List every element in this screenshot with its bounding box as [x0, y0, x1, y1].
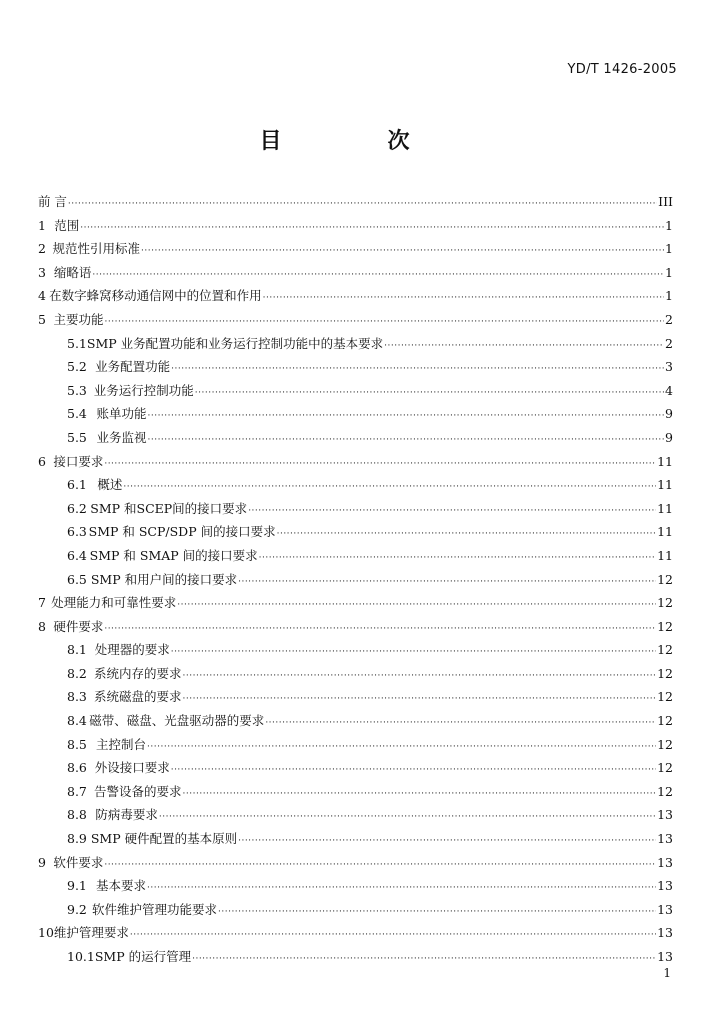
- toc-entry[interactable]: [38, 520, 673, 544]
- toc-entry-label: 业务配置功能: [95, 359, 171, 375]
- toc-entry-label: 接口要求: [53, 453, 104, 469]
- toc-entry[interactable]: [38, 827, 673, 851]
- toc-entry[interactable]: [38, 214, 673, 238]
- toc-entry-page: 12: [657, 665, 673, 681]
- toc-entry-number: 6.5: [67, 571, 87, 587]
- toc-leader-dots: [130, 924, 656, 948]
- toc-leader-dots: [104, 453, 656, 477]
- toc-entry-number: 8.7: [67, 783, 87, 799]
- toc-entry-page: 1: [665, 217, 673, 233]
- toc-leader-dots: [171, 641, 656, 665]
- toc-entry-number: 2: [38, 241, 46, 257]
- toc-entry[interactable]: [38, 284, 673, 308]
- toc-entry[interactable]: [38, 237, 673, 261]
- toc-entry-label: SMP 和 SMAP 间的接口要求: [89, 547, 258, 563]
- toc-entry-number: 5: [38, 311, 46, 327]
- toc-entry-number: 6.1: [67, 477, 87, 493]
- toc-leader-dots: [192, 948, 656, 972]
- toc-entry-number: 9.1: [67, 878, 87, 894]
- toc-entry[interactable]: [38, 544, 673, 568]
- toc-entry[interactable]: [38, 733, 673, 757]
- toc-entry-number: 8.5: [67, 736, 87, 752]
- toc-entry[interactable]: [38, 685, 673, 709]
- toc-leader-dots: [147, 736, 656, 760]
- toc-entry-page: III: [658, 194, 673, 209]
- toc-leader-dots: [195, 382, 664, 406]
- toc-entry-page: 2: [665, 311, 673, 327]
- table-of-contents: [38, 190, 673, 969]
- toc-entry-number: 6.4: [67, 547, 87, 563]
- toc-entry-page: 12: [657, 713, 673, 729]
- toc-entry-page: 9: [665, 429, 673, 445]
- toc-entry-number: 4: [38, 288, 46, 304]
- toc-entry-label: 处理能力和可靠性要求: [51, 595, 177, 611]
- toc-leader-dots: [147, 429, 664, 453]
- toc-leader-dots: [183, 783, 657, 807]
- toc-entry-number: 5.2: [67, 359, 87, 375]
- toc-entry-page: 2: [665, 335, 673, 351]
- toc-entry-label: SMP 硬件配置的基本原则: [90, 831, 238, 847]
- toc-entry-label: 主控制台: [96, 736, 147, 752]
- toc-entry-label: SMP 的运行管理: [94, 949, 192, 964]
- toc-entry-label: 硬件要求: [53, 618, 104, 634]
- toc-entry-label: 系统内存的要求: [94, 665, 182, 681]
- toc-entry-page: 3: [665, 359, 673, 375]
- toc-entry[interactable]: [38, 261, 673, 285]
- toc-entry-page: 13: [657, 878, 673, 894]
- toc-entry[interactable]: [38, 308, 673, 332]
- document-code: YD/T 1426-2005: [567, 62, 677, 77]
- toc-entry[interactable]: [38, 921, 673, 945]
- toc-entry-label: 告警设备的要求: [94, 783, 182, 799]
- toc-entry-number: 8.9: [67, 831, 87, 847]
- toc-entry-number: 6.3: [67, 524, 87, 540]
- toc-entry-number: 3: [38, 264, 46, 280]
- toc-entry[interactable]: [38, 898, 673, 922]
- toc-entry[interactable]: [38, 426, 673, 450]
- toc-entry-page: 12: [657, 571, 673, 587]
- toc-entry-label: SMP 业务配置功能和业务运行控制功能中的基本要求: [86, 335, 384, 351]
- toc-leader-dots: [147, 405, 664, 429]
- toc-entry-number: 8.1: [67, 642, 87, 658]
- toc-entry-number: 8: [38, 618, 46, 634]
- toc-entry-label: 言: [54, 194, 67, 209]
- toc-leader-dots: [238, 830, 656, 854]
- toc-entry-number: 7: [38, 595, 46, 611]
- toc-entry-label: 业务运行控制功能: [93, 382, 194, 398]
- toc-leader-dots: [171, 759, 656, 783]
- toc-entry-number: 8.4: [67, 713, 87, 729]
- toc-entry-number: 前: [38, 194, 51, 209]
- toc-entry[interactable]: [38, 450, 673, 474]
- toc-entry[interactable]: [38, 190, 673, 214]
- toc-entry-page: 11: [657, 453, 673, 469]
- toc-leader-dots: [248, 500, 656, 524]
- toc-entry-page: 13: [657, 925, 673, 941]
- toc-entry[interactable]: [38, 332, 673, 356]
- toc-entry[interactable]: [38, 709, 673, 733]
- toc-entry[interactable]: [38, 803, 673, 827]
- toc-entry-label: 防病毒要求: [95, 807, 158, 823]
- toc-entry-page: 9: [665, 406, 673, 422]
- toc-leader-dots: [218, 901, 656, 925]
- toc-entry-number: 5.3: [67, 382, 87, 398]
- toc-entry[interactable]: [38, 874, 673, 898]
- toc-entry-number: 5.5: [67, 429, 87, 445]
- toc-entry-page: 12: [657, 618, 673, 634]
- toc-entry[interactable]: [38, 402, 673, 426]
- toc-entry[interactable]: [38, 756, 673, 780]
- toc-entry-label: 规范性引用标准: [52, 241, 141, 257]
- toc-entry-page: 11: [657, 547, 673, 563]
- toc-entry-label: 主要功能: [53, 311, 104, 327]
- toc-entry-label: 外设接口要求: [94, 760, 170, 776]
- toc-entry-page: 11: [657, 477, 673, 493]
- toc-entry-page: 12: [657, 783, 673, 799]
- toc-entry-page: 12: [657, 736, 673, 752]
- toc-entry-number: 1: [38, 217, 46, 233]
- toc-entry-number: 8.3: [67, 689, 87, 705]
- toc-entry-label: 系统磁盘的要求: [94, 689, 182, 705]
- toc-entry[interactable]: [38, 379, 673, 403]
- toc-entry-page: 4: [665, 382, 673, 398]
- toc-leader-dots: [263, 287, 664, 311]
- toc-entry[interactable]: [38, 638, 673, 662]
- toc-entry-number: 10: [38, 925, 54, 941]
- toc-entry-page: 12: [657, 689, 673, 705]
- toc-leader-dots: [183, 665, 657, 689]
- toc-entry-number: 8.2: [67, 665, 87, 681]
- toc-leader-dots: [384, 335, 664, 359]
- toc-entry-label: 基本要求: [96, 878, 147, 894]
- toc-entry-page: 12: [657, 595, 673, 611]
- toc-entry-page: 13: [657, 831, 673, 847]
- toc-entry-number: 6.2: [67, 500, 87, 516]
- toc-entry-label: 缩略语: [53, 264, 92, 280]
- page-title: 目 次: [259, 129, 452, 154]
- toc-entry-number: 8.6: [67, 760, 87, 776]
- toc-entry-page: 1: [665, 264, 673, 280]
- toc-entry-label: SMP 和 SCP/SDP 间的接口要求: [88, 524, 276, 540]
- toc-entry-label: 磁带、磁盘、光盘驱动器的要求: [89, 713, 265, 729]
- toc-leader-dots: [177, 594, 656, 618]
- toc-entry[interactable]: [38, 851, 673, 875]
- toc-entry[interactable]: [38, 945, 673, 969]
- toc-entry[interactable]: [38, 780, 673, 804]
- toc-entry-number: 10.1: [67, 949, 95, 964]
- toc-leader-dots: [171, 358, 664, 382]
- page-number: 1: [663, 966, 671, 980]
- toc-entry-number: 6: [38, 453, 46, 469]
- toc-entry[interactable]: [38, 355, 673, 379]
- toc-leader-dots: [277, 523, 657, 547]
- toc-entry-page: 13: [657, 807, 673, 823]
- toc-entry-page: 13: [657, 854, 673, 870]
- toc-entry-label: 范围: [54, 217, 80, 233]
- toc-entry-label: 在数字蜂窝移动通信网中的位置和作用: [49, 288, 262, 304]
- toc-leader-dots: [80, 217, 664, 241]
- toc-leader-dots: [238, 571, 656, 595]
- toc-entry-number: 5.4: [67, 406, 87, 422]
- toc-entry-number: 5.1: [67, 335, 87, 351]
- toc-entry[interactable]: [38, 591, 673, 615]
- toc-entry-label: 软件维护管理功能要求: [91, 901, 217, 917]
- toc-entry-number: 9.2: [67, 901, 87, 917]
- toc-entry[interactable]: [38, 568, 673, 592]
- toc-entry-page: 11: [657, 524, 673, 540]
- toc-entry-page: 12: [657, 642, 673, 658]
- toc-entry[interactable]: [38, 497, 673, 521]
- toc-entry-label: 处理器的要求: [94, 642, 170, 658]
- toc-entry-label: 业务监视: [96, 429, 147, 445]
- toc-leader-dots: [265, 712, 656, 736]
- toc-entry-page: 12: [657, 760, 673, 776]
- toc-entry-page: 1: [665, 288, 673, 304]
- toc-entry-page: 13: [657, 949, 673, 964]
- toc-entry-label: 维护管理要求: [53, 925, 129, 941]
- toc-leader-dots: [68, 193, 657, 217]
- toc-entry-label: SMP 和用户间的接口要求: [90, 571, 238, 587]
- toc-entry[interactable]: [38, 662, 673, 686]
- toc-leader-dots: [104, 854, 656, 878]
- toc-entry-label: 账单功能: [96, 406, 147, 422]
- toc-entry-label: 软件要求: [53, 854, 104, 870]
- toc-entry-page: 1: [665, 241, 673, 257]
- toc-leader-dots: [147, 877, 656, 901]
- toc-leader-dots: [141, 240, 664, 264]
- toc-entry-page: 11: [657, 500, 673, 516]
- toc-entry-page: 13: [657, 901, 673, 917]
- toc-leader-dots: [104, 618, 656, 642]
- toc-entry-number: 9: [38, 854, 46, 870]
- toc-entry-label: SMP 和SCEP间的接口要求: [90, 500, 248, 516]
- toc-entry-number: 8.8: [67, 807, 87, 823]
- toc-entry[interactable]: [38, 615, 673, 639]
- toc-entry[interactable]: [38, 473, 673, 497]
- toc-entry-label: 概述: [97, 477, 123, 493]
- toc-leader-dots: [259, 547, 656, 571]
